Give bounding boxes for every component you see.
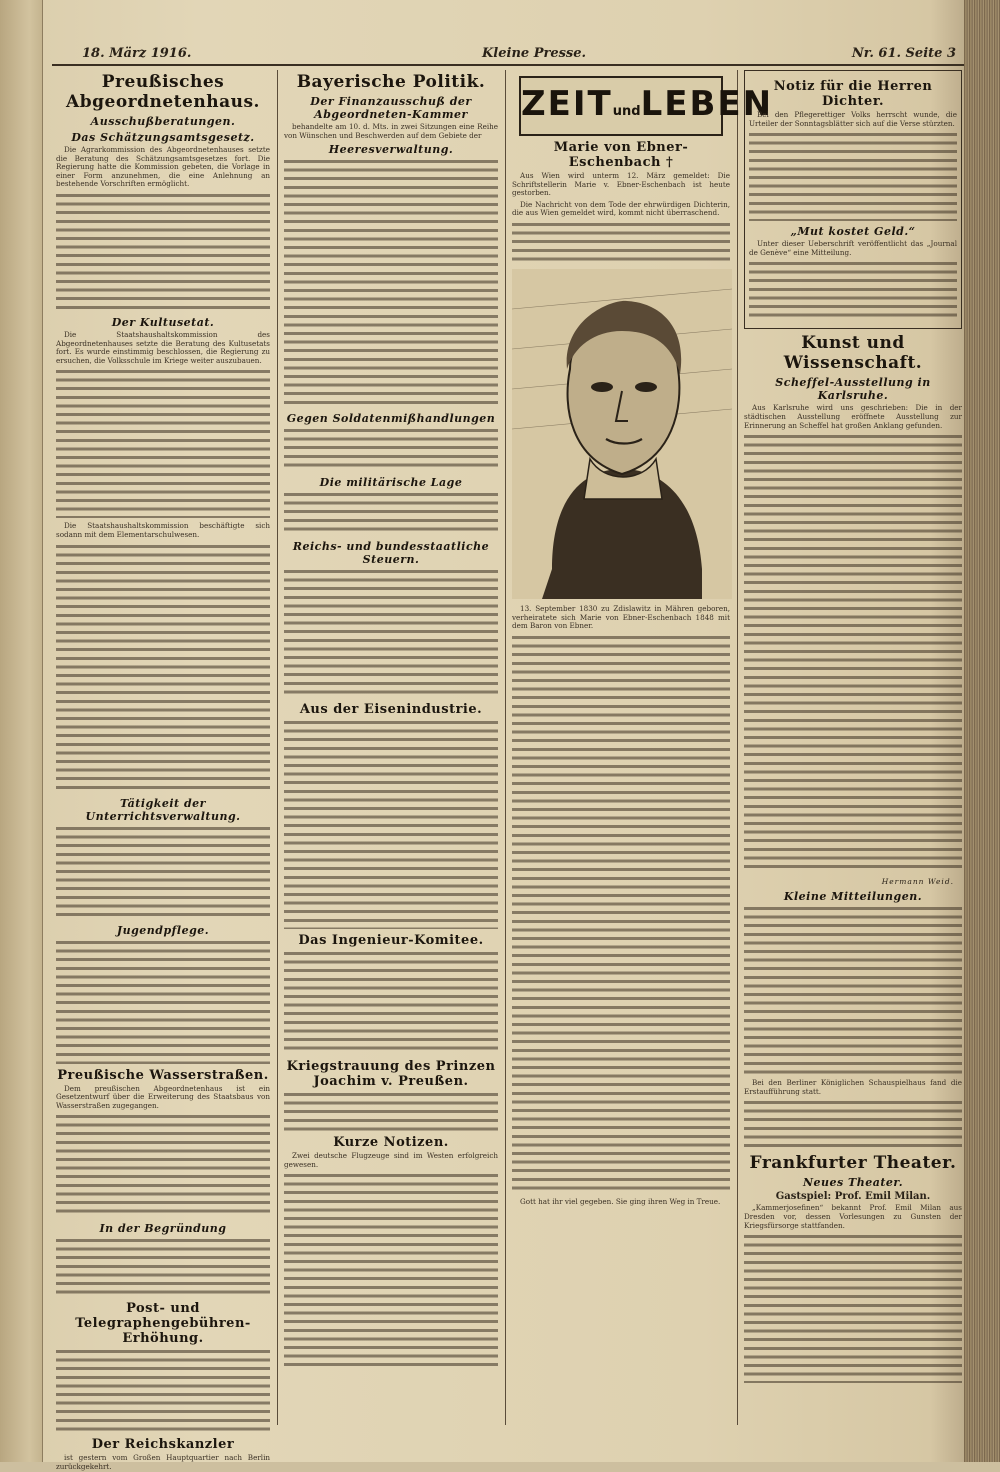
article-text: Unter dieser Ueberschrift veröffentlicht das „Journal de Genève“ eine Mitteilung. (749, 239, 957, 257)
subhead-schaetzungsamt: Das Schätzungsamtsgesetz. (71, 131, 255, 144)
text-block (56, 1113, 270, 1218)
page-header (52, 44, 964, 66)
headline-kunst: Kunst und Wissenschaft. (783, 333, 923, 374)
subhead-begruendung: In der Begründung (99, 1222, 227, 1236)
article-text: Bei den Berliner Königlichen Schauspielhaus fand die Erstaufführung statt. (744, 1078, 962, 1096)
header-date: 18. März 1916. (82, 46, 192, 61)
subhead-mut: „Mut kostet Geld.“ (790, 225, 916, 239)
column-rule (505, 70, 506, 1425)
text-block (512, 221, 730, 261)
text-block (744, 1099, 962, 1149)
headline-bayerische-politik: Bayerische Politik. (296, 72, 486, 92)
author-signature: Hermann Weid. (881, 877, 954, 887)
text-block (56, 192, 270, 312)
text-block (749, 131, 957, 221)
headline-wasserstrassen: Preußische Wasserstraßen. (57, 1067, 269, 1083)
article-text: Die Agrarkommission des Abgeordnetenhauses setzte die Beratung des Schätzungsamtsgesetzes fort. Die Regierung hatte die Kommission gebeten, die Vorlage in einer Form anzunehmen, die eine Anlehnung an bestehende Vorschriften ermöglicht. (56, 145, 270, 189)
article-text: ist gestern vom Großen Hauptquartier nach Berlin zurückgekehrt. (56, 1453, 270, 1471)
text-block (284, 158, 498, 408)
text-block (56, 543, 270, 793)
portrait-illustration (512, 269, 732, 599)
text-block (56, 825, 270, 920)
subhead-neues-theater: Neues Theater. (802, 1176, 904, 1190)
text-block (284, 1091, 498, 1131)
zeit-und-leben-banner (519, 76, 774, 136)
article-text: Die Staatshaushaltskommission des Abgeordnetenhauses setzte die Beratung des Kultusetats fort. Es wurde einstimmig beschlossen, die Regierung zu ersuchen, die Volksschule im Kriege weiter auszubauen. (56, 329, 270, 365)
headline-post: Post- und Telegraphengebühren-Erhöhung. (75, 1301, 251, 1347)
text-block (56, 939, 270, 1064)
notiz-box (744, 70, 962, 329)
portrait-drawing (512, 269, 732, 599)
text-block (284, 568, 498, 698)
text-block (284, 719, 498, 929)
headline-abgeordnetenhaus: Preußisches Abgeordnetenhaus. (66, 72, 260, 112)
article-text: Dem preußischen Abgeordnetenhaus ist ein Gesetzentwurf über die Erweiterung des Staatsbaus von Wasserstraßen zugegangen. (56, 1083, 270, 1110)
subhead-heeresverwaltung: Heeresverwaltung. (328, 143, 454, 157)
text-block (56, 1237, 270, 1297)
text-block (284, 950, 498, 1055)
text-block (744, 905, 962, 1075)
subhead-kultusetat: Der Kultusetat. (111, 315, 215, 329)
text-block (744, 433, 962, 873)
subhead-ausschuss: Ausschußberatungen. (90, 115, 236, 128)
column-1 (56, 70, 270, 1471)
text-block (284, 427, 498, 472)
headline-notiz: Notiz für die Herren Dichter. (773, 79, 933, 109)
book-page-edges (964, 0, 1000, 1462)
header-issue: Nr. 61. Seite 3 (851, 46, 956, 61)
headline-frankfurter: Frankfurter Theater. (749, 1153, 957, 1174)
banner-und: und (612, 104, 641, 119)
headline-ingenieurkomitee: Das Ingenieur-Komitee. (298, 933, 484, 949)
headline-ebner-eschenbach: Marie von Ebner-Eschenbach † (553, 140, 689, 170)
column-3 (512, 70, 774, 1430)
column-4 (744, 70, 962, 1430)
subhead-jugendpflege: Jugendpflege. (116, 923, 210, 937)
text-block (749, 260, 957, 320)
headline-kurze-notizen: Kurze Notizen. (333, 1135, 449, 1151)
text-block (284, 491, 498, 536)
article-text: Aus Karlsruhe wird uns geschrieben: Die in der städtischen Ausstellung eröffnete Ausstellung zur Erinnerung an Scheffel hat großen Anklang gefunden. (744, 403, 962, 430)
headline-reichskanzler: Der Reichskanzler (91, 1437, 235, 1453)
text-block (56, 368, 270, 518)
article-text: Zwei deutsche Flugzeuge sind im Westen erfolgreich gewesen. (284, 1151, 498, 1169)
banner-leben: LEBEN (640, 84, 774, 124)
column-rule (277, 70, 278, 1425)
article-text: 13. September 1830 zu Zdislawitz in Mähren geboren, verheiratete sich Marie von Ebner-Eschenbach 1848 mit dem Baron von Ebner. (512, 603, 730, 631)
header-masthead: Kleine Presse. (482, 46, 587, 61)
article-text: „Kammerjosefinen“ bekannt Prof. Emil Milan aus Dresden vor, dessen Vorlesungen zu Gunsten der Kriegsfürsorge stattfanden. (744, 1203, 962, 1230)
subhead-scheffel: Scheffel-Ausstellung in Karlsruhe. (775, 376, 931, 403)
article-text: behandelte am 10. d. Mts. in zwei Sitzungen eine Reihe von Wünschen und Beschwerden auf dem Gebiete der (284, 122, 498, 140)
banner-zeit: ZEIT (521, 84, 613, 124)
headline-eisenindustrie: Aus der Eisenindustrie. (299, 702, 483, 718)
text-block (56, 1348, 270, 1433)
text-block (744, 1233, 962, 1383)
column-rule (737, 70, 738, 1425)
article-text: Die Staatshaushaltskommission beschäftigte sich sodann mit dem Elementarschulwesen. (56, 521, 270, 539)
adjacent-page-edge (0, 0, 43, 1462)
article-text: Bei den Pflegerettiger Volks herrscht wunde, die Urteiler der Sonntagsblätter sich auf die Verse stürzten. (749, 110, 957, 128)
headline-kriegstrauung: Kriegstrauung des Prinzen Joachim v. Preußen. (286, 1059, 496, 1090)
article-text: Gott hat ihr viel gegeben. Sie ging ihren Weg in Treue. (520, 1196, 721, 1206)
subhead-soldatenmisshandlungen: Gegen Soldatenmißhandlungen (286, 412, 496, 426)
subhead-gastspiel: Gastspiel: Prof. Emil Milan. (775, 1191, 931, 1203)
article-text: Aus Wien wird unterm 12. März gemeldet: Die Schriftstellerin Marie v. Ebner-Eschenbach ist heute gestorben. (512, 171, 730, 198)
subhead-finanzausschuss: Der Finanzausschuß der Abgeordneten-Kammer (310, 95, 472, 121)
column-2 (284, 70, 498, 1430)
subhead-kleine: Kleine Mitteilungen. (783, 890, 923, 904)
subhead-taetigkeit: Tätigkeit der Unterrichtsverwaltung. (85, 796, 241, 823)
subhead-lage: Die militärische Lage (319, 476, 463, 490)
text-block (284, 1172, 498, 1372)
article-text: Die Nachricht von dem Tode der ehrwürdigen Dichterin, die aus Wien gemeldet wird, kommt nicht überraschend. (512, 199, 730, 218)
subhead-steuern: Reichs- und bundesstaatliche Steuern. (292, 540, 490, 567)
text-block (512, 634, 730, 1194)
